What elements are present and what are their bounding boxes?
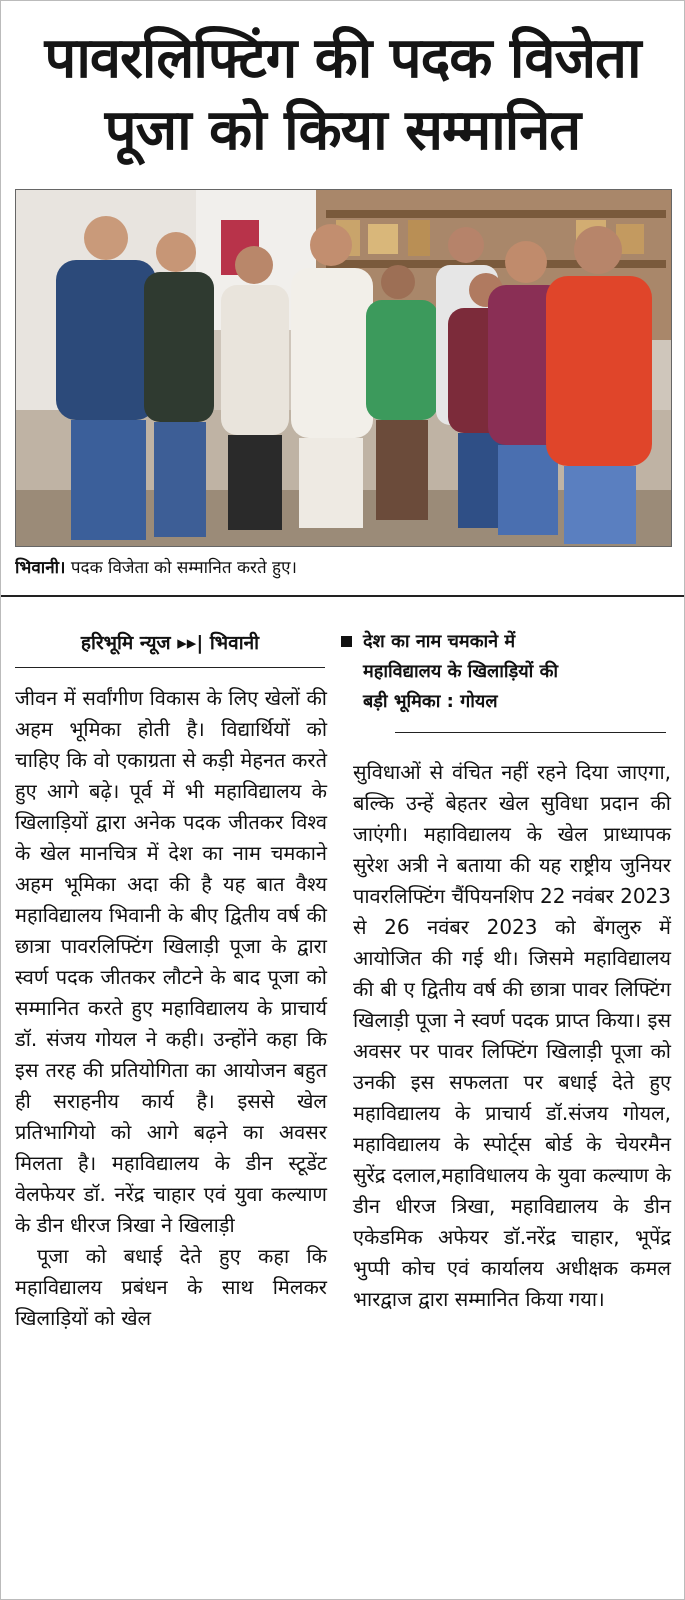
- subhead-line-3: बड़ी भूमिका : गोयल: [363, 691, 498, 712]
- article-column-right: [353, 757, 671, 1315]
- byline: हरिभूमि न्यूज ▸▸| भिवानी: [80, 632, 260, 654]
- subhead-line-1: देश का नाम चमकाने में: [363, 631, 516, 652]
- byline-divider: [15, 667, 325, 668]
- article-paragraph: जीवन में सर्वांगीण विकास के लिए खेलों की अहम भूमिका होती है। विद्यार्थियों को चाहिए कि वो एकाग्रता से कड़ी मेहनत करते हुए आगे बढ़े। पूर्व में भी महाविद्यालय के खिलाड़ियों द्वारा अनेक पदक जीतकर विश्व के खेल मानचित्र में देश का नाम चमकाने अहम भूमिका अदा की है यह बात वैश्य महाविद्यालय भिवानी के बीए द्वितीय वर्ष की छात्रा पावरलिफ्टिंग खिलाड़ी पूजा के द्वारा स्वर्ण पदक जीतकर लौटने के बाद पूजा को सम्मानित करते हुए महाविद्यालय के प्राचार्य डॉ. संजय गोयल ने कही। उन्होंने कहा कि इस तरह की प्रतियोगिता का आयोजन बहुत ही सराहनीय कार्य है। इससे खेल प्रतिभागियो को आगे बढ़ने का अवसर मिलता है। महाविद्यालय के डीन स्टूडेंट वेलफेयर डॉ. नरेंद्र चाहार एवं युवा कल्याण के डीन धीरज त्रिखा ने खिलाड़ी: [15, 686, 327, 1237]
- subheadline: [363, 627, 668, 717]
- subhead-line-2: महाविद्यालय के खिलाड़ियों की: [363, 661, 559, 682]
- headline-line-2: पूजा को किया सम्मानित: [104, 98, 581, 163]
- caption-place: भिवानी।: [15, 558, 66, 578]
- photo-caption: [15, 555, 672, 581]
- caption-text: पदक विजेता को सम्मानित करते हुए।: [70, 558, 297, 578]
- section-divider: [1, 595, 684, 597]
- bullet-square-icon: [341, 636, 352, 647]
- article-column-left: [15, 683, 327, 1334]
- article-paragraph: पूजा को बधाई देते हुए कहा कि महाविद्यालय प्रबंधन के साथ मिलकर खिलाड़ियों को खेल: [15, 1244, 327, 1330]
- headline-line-1: पावरलिफ्टिंग की पदक विजेता: [44, 26, 641, 91]
- article-paragraph: सुविधाओं से वंचित नहीं रहने दिया जाएगा, बल्कि उन्हें बेहतर खेल सुविधा प्रदान की जाएंगी। महाविद्यालय के खेल प्राध्यापक सुरेश अत्री ने बताया की यह राष्ट्रीय जुनियर पावरलिफ्टिंग चैंपियनशिप 22 नवंबर 2023 से 26 नवंबर 2023 को बेंगलुरु में आयोजित की गई थी। जिसमे महाविद्यालय की बी ए द्वितीय वर्ष की छात्रा पावर लिफ्टिंग खिलाड़ी पूजा ने स्वर्ण पदक प्राप्त किया। इस अवसर पर पावर लिफ्टिंग खिलाड़ी पूजा को उनकी इस सफलता पर बधाई देते हुए महाविद्यालय के प्राचार्य डॉ.संजय गोयल, महाविद्यालय के स्पोर्ट्स बोर्ड के चेयरमैन सुरेंद्र दलाल,महाविधालय के युवा कल्याण के डीन धीरज त्रिखा, महाविद्यालय के डीन एकेडमिक अफेयर डॉ.नरेंद्र चाहार, भूपेंद्र भुप्पी कोच एवं कार्यालय अधीक्षक कमल भारद्वाज द्वारा सम्मानित किया गया।: [353, 760, 671, 1311]
- headline: [9, 23, 676, 167]
- news-photo: [15, 189, 672, 547]
- subhead-divider: [395, 732, 666, 733]
